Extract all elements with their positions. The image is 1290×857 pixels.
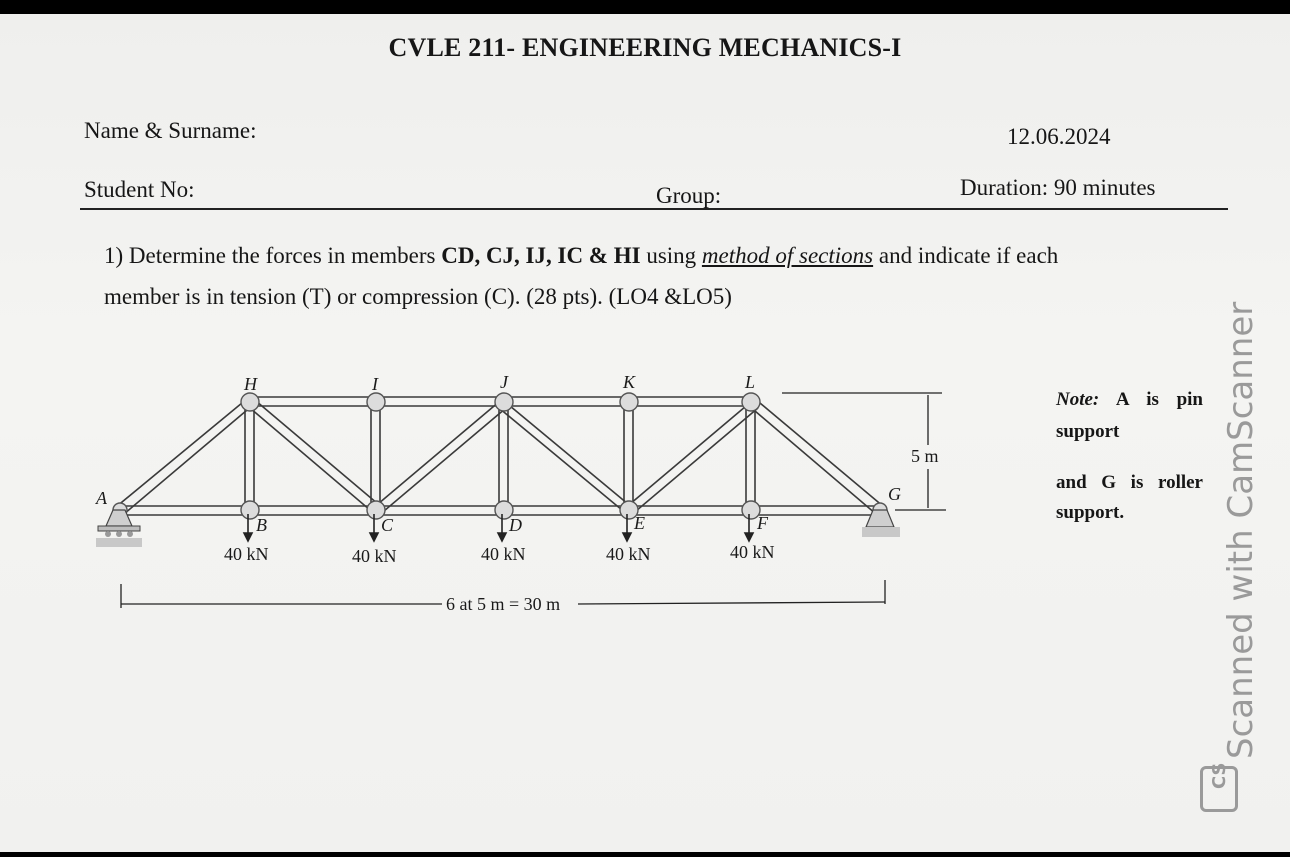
watermark-logo-text: CS (1209, 762, 1230, 789)
pin-support-ground (96, 538, 142, 547)
pin-support-roller-3 (127, 531, 133, 537)
question-members: CD, CJ, IJ, IC & HI (441, 243, 641, 268)
span-dimension-label: 6 at 5 m = 30 m (446, 594, 561, 614)
label-K: K (623, 372, 636, 392)
load-arrowhead-F (745, 533, 753, 541)
exam-paper (0, 14, 1290, 852)
label-A: A (96, 488, 107, 508)
roller-support-G (862, 510, 900, 537)
note-line-2: support (1056, 421, 1120, 442)
exam-title: CVLE 211- ENGINEERING MECHANICS-I (388, 33, 902, 62)
question-number: 1) (104, 243, 124, 268)
question-method: method of sections (701, 243, 874, 268)
camscanner-watermark (1196, 269, 1261, 809)
question-text-b: using (646, 243, 697, 268)
load-arrowhead-B (244, 533, 252, 541)
height-dimension-label: 5 m (911, 446, 939, 466)
dim-span-right-line (578, 602, 885, 604)
member-HC-edge-1 (256, 401, 378, 504)
student-no-label: Student No: (84, 177, 195, 202)
label-C: C (381, 515, 394, 535)
label-F: F (757, 513, 768, 533)
load-arrowhead-E (623, 533, 631, 541)
load-arrowhead-D (498, 533, 506, 541)
note-line-4: support. (1056, 502, 1125, 523)
watermark-text: Scanned with CamScanner (1221, 301, 1261, 759)
note-label: Note: (1056, 389, 1100, 410)
label-E: E (634, 513, 645, 533)
load-value-B: 40 kN (224, 544, 269, 564)
member-HC-edge-2 (250, 408, 370, 510)
member-JE-edge-2 (499, 408, 622, 510)
note-line-3: and G is roller (1056, 472, 1203, 493)
member-AH-edge-2 (124, 405, 253, 514)
name-surname-label: Name & Surname: (84, 118, 257, 143)
joint-H (241, 393, 259, 411)
note-line-1 (1056, 389, 1203, 411)
roller-support-body (866, 510, 894, 527)
member-EL-edge-2 (636, 408, 758, 511)
load-value-E: 40 kN (606, 544, 651, 564)
label-H: H (244, 374, 257, 394)
joint-L (742, 393, 760, 411)
load-value-D: 40 kN (481, 544, 526, 564)
member-CJ-edge-2 (384, 408, 506, 511)
member-AH-edge-1 (116, 398, 248, 507)
note-line-1-text: A is pin (1115, 389, 1203, 410)
pin-support-roller-1 (105, 531, 111, 537)
label-I: I (372, 374, 378, 394)
pin-support-body (106, 510, 132, 526)
pin-support-roller-2 (116, 531, 122, 537)
load-value-C: 40 kN (352, 546, 397, 566)
exam-duration: Duration: 90 minutes (960, 175, 1156, 200)
pin-support-plate (98, 526, 140, 531)
member-EL-edge-1 (630, 401, 752, 504)
camscanner-logo-icon (1200, 762, 1238, 812)
member-JE-edge-1 (504, 401, 628, 504)
load-value-F: 40 kN (730, 542, 775, 562)
roller-support-ground (862, 527, 900, 537)
load-arrowhead-C (370, 533, 378, 541)
question-line-2: member is in tension (T) or compression (C). (28 pts). (LO4 &LO5) (104, 284, 732, 309)
joint-J (495, 393, 513, 411)
group-label: Group: (656, 183, 722, 208)
question-text-c: and indicate if each (878, 243, 1059, 268)
member-CJ-edge-1 (378, 401, 500, 504)
member-LG-edge-2 (748, 405, 876, 514)
label-J: J (500, 372, 508, 392)
label-D: D (509, 515, 522, 535)
label-B: B (256, 515, 267, 535)
joint-I (367, 393, 385, 411)
label-L: L (745, 372, 756, 392)
exam-date: 12.06.2024 (1007, 124, 1111, 149)
joint-K (620, 393, 638, 411)
member-LG-edge-1 (754, 398, 884, 507)
label-G: G (888, 484, 901, 504)
question-text-a: Determine the forces in members (128, 243, 436, 268)
